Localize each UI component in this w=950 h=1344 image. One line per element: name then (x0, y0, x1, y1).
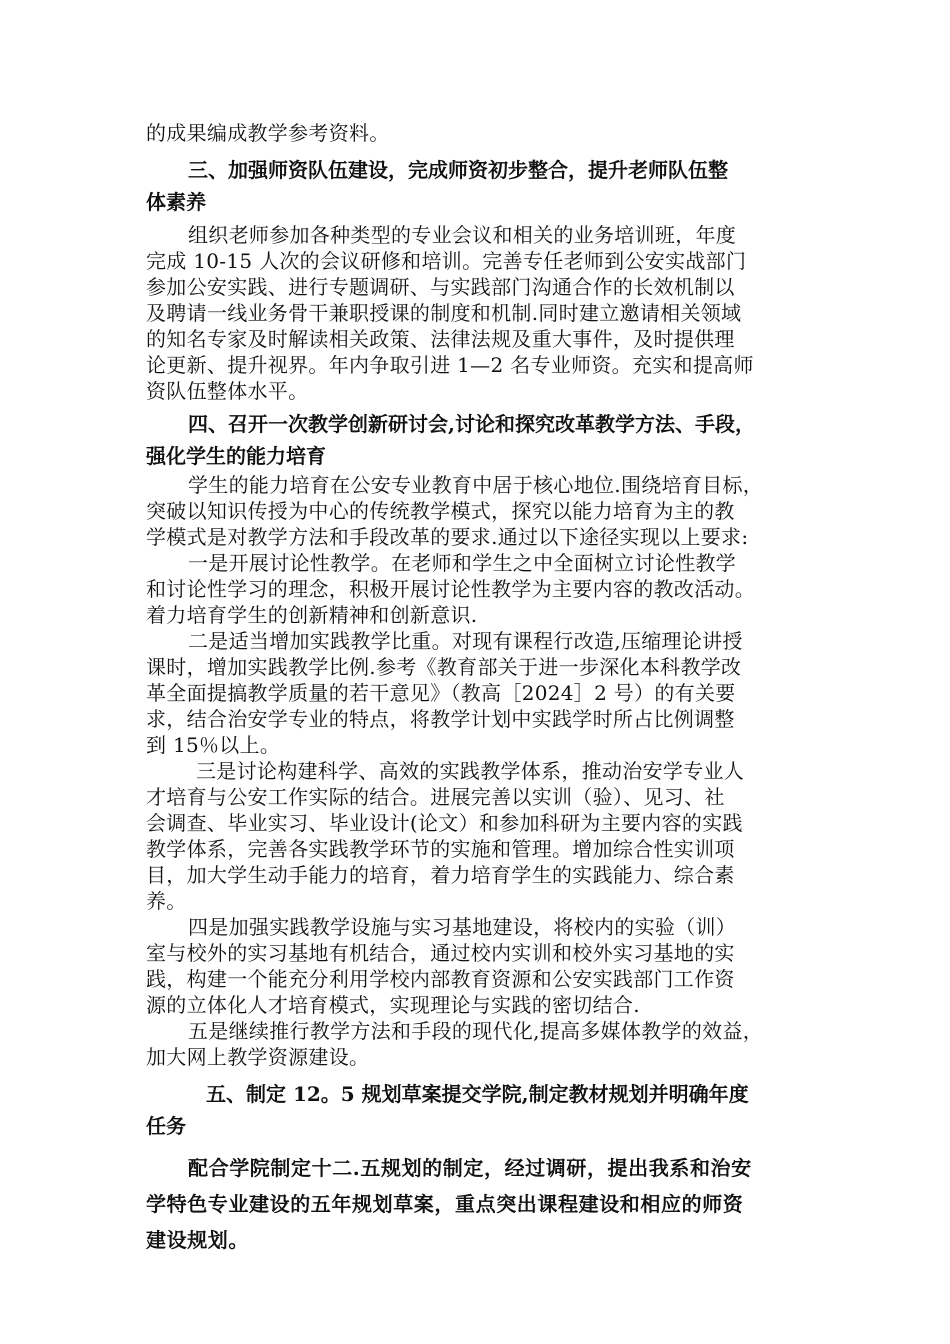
paragraph-line: 参加公安实践、进行专题调研、与实践部门沟通合作的长效机制以 (146, 275, 735, 299)
paragraph-line: 完成 10-15 人次的会议研修和培训。完善专任老师到公安实战部门 (146, 249, 747, 273)
paragraph-line: 才培育与公安工作实际的结合。进展完善以实训（验）、见习、社 (146, 785, 725, 809)
paragraph-line: 加大网上教学资源建设。 (146, 1045, 370, 1069)
section-heading: 四、召开一次教学创新研讨会,讨论和探究改革教学方法、手段， (188, 412, 755, 436)
closing-paragraph-line: 建设规划。 (146, 1228, 249, 1252)
section-heading: 五、制定 12。5 规划草案提交学院,制定教材规划并明确年度 (206, 1082, 749, 1106)
paragraph-line: 践，构建一个能充分利用学校内部教育资源和公安实践部门工作资 (146, 967, 735, 991)
paragraph-line: 和讨论性学习的理念，积极开展讨论性教学为主要内容的教改活动。 (146, 577, 755, 601)
paragraph-line: 革全面提搞教学质量的若干意见》（教高［2024］2 号）的有关要 (146, 681, 736, 705)
paragraph-line: 教学体系，完善各实践教学环节的实施和管理。增加综合性实训项 (146, 837, 735, 861)
section-heading: 体素养 (146, 190, 206, 214)
paragraph-line: 求，结合治安学专业的特点，将教学计划中实践学时所占比例调整 (146, 707, 735, 731)
paragraph-line: 资队伍整体水平。 (146, 379, 309, 403)
paragraph-line: 组织老师参加各种类型的专业会议和相关的业务培训班，年度 (188, 223, 737, 247)
paragraph-line: 四是加强实践教学设施与实习基地建设，将校内的实验（训） (188, 915, 737, 939)
paragraph-line: 养。 (146, 889, 187, 913)
paragraph-line: 学生的能力培育在公安专业教育中居于核心地位.围绕培育目标， (188, 473, 764, 497)
document-page (146, 120, 806, 1258)
paragraph-line: 及聘请一线业务骨干兼职授课的制度和机制.同时建立邀请相关领域 (146, 301, 742, 325)
paragraph-line: 论更新、提升视界。年内争取引进 1—2 名专业师资。充实和提高师 (146, 353, 754, 377)
section-heading: 强化学生的能力培育 (146, 444, 326, 468)
paragraph-line: 的知名专家及时解读相关政策、法律法规及重大事件，及时提供理 (146, 327, 735, 351)
paragraph-line: 一是开展讨论性教学。在老师和学生之中全面树立讨论性教学 (188, 551, 737, 575)
paragraph-line: 突破以知识传授为中心的传统教学模式，探究以能力培育为主的教 (146, 499, 735, 523)
paragraph-line: 课时，增加实践教学比例.参考《教育部关于进一步深化本科教学改 (146, 655, 742, 679)
paragraph-line: 到 15％以上。 (146, 733, 281, 757)
paragraph-line: 目，加大学生动手能力的培育，着力培育学生的实践能力、综合素 (146, 863, 735, 887)
paragraph-line: 三是讨论构建科学、高效的实践教学体系，推动治安学专业人 (196, 759, 745, 783)
paragraph-line: 五是继续推行教学方法和手段的现代化,提高多媒体教学的效益， (188, 1019, 764, 1043)
section-heading: 任务 (146, 1114, 186, 1138)
closing-paragraph-line: 配合学院制定十二.五规划的制定，经过调研，提出我系和治安 (188, 1156, 752, 1180)
closing-paragraph-line: 学特色专业建设的五年规划草案，重点突出课程建设和相应的师资 (146, 1192, 744, 1216)
paragraph-line: 源的立体化人才培育模式，实现理论与实践的密切结合. (146, 993, 640, 1017)
paragraph-line: 着力培育学生的创新精神和创新意识. (146, 603, 478, 627)
paragraph-line: 二是适当增加实践教学比重。对现有课程行改造,压缩理论讲授 (188, 629, 743, 653)
paragraph-line: 会调查、毕业实习、毕业设计(论文）和参加科研为主要内容的实践 (146, 811, 743, 835)
paragraph-line: 室与校外的实习基地有机结合，通过校内实训和校外实习基地的实 (146, 941, 735, 965)
paragraph-line: 的成果编成教学参考资料。 (146, 121, 390, 145)
section-heading: 三、加强师资队伍建设，完成师资初步整合，提升老师队伍整 (188, 158, 728, 182)
paragraph-line: 学模式是对教学方法和手段改革的要求.通过以下途径实现以上要求: (146, 525, 749, 549)
